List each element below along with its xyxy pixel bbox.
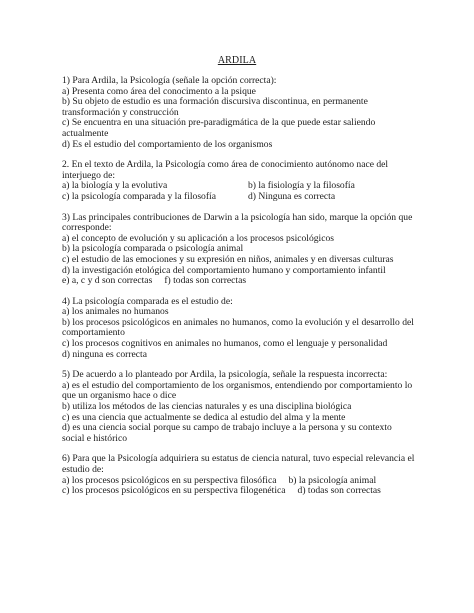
option-c-continued: actualmente bbox=[62, 127, 109, 139]
question-5 bbox=[62, 370, 424, 444]
question-stem: 4) La psicología comparada es el estudio de: bbox=[62, 295, 233, 307]
question-stem: 5) De acuerdo a lo planteado por Ardila, la psicología, señale la respuesta incorrecta: bbox=[62, 369, 388, 381]
option-b: b) Su objeto de estudio es una formación discursiva discontinua, en permanente bbox=[62, 96, 368, 108]
option-d: d) todas son correctas bbox=[297, 485, 381, 497]
option-row bbox=[62, 486, 424, 497]
option-d: d) Es el estudio del comportamiento de los organismos bbox=[62, 138, 273, 150]
option-b: b) la fisiología y la filosofía bbox=[248, 180, 355, 192]
option-c: c) los procesos psicológicos en su perspectiva filogenética bbox=[62, 485, 286, 497]
option-b-continued: comportamiento bbox=[62, 327, 125, 339]
question-3 bbox=[62, 213, 424, 287]
option-d: d) ninguna es correcta bbox=[62, 348, 147, 360]
question-stem-continued: estudio de: bbox=[62, 464, 104, 475]
option-b: b) la psicología animal bbox=[288, 474, 377, 486]
option-c: c) el estudio de las emociones y su expresión en niños, animales y en diversas culturas bbox=[62, 253, 394, 265]
question-stem: 2. En el texto de Ardila, la Psicología como área de conocimiento autónomo nace del bbox=[62, 159, 389, 171]
option-a: a) la biología y la evolutiva bbox=[62, 180, 168, 192]
option-d: d) Ninguna es correcta bbox=[248, 190, 336, 202]
document-body bbox=[62, 76, 424, 507]
option-b: b) utiliza los métodos de las ciencias naturales y es una disciplina biológica bbox=[62, 401, 352, 413]
question-stem: 6) Para que la Psicología adquiriera su estatus de ciencia natural, tuvo especial relevancia el bbox=[62, 453, 415, 465]
document-title: ARDILA bbox=[217, 55, 257, 66]
question-stem: 1) Para Ardila, la Psicología (señale la opción correcta): bbox=[62, 75, 277, 86]
option-e: e) a, c y d son correctas bbox=[62, 275, 153, 287]
option-row bbox=[62, 276, 424, 287]
question-1 bbox=[62, 76, 424, 150]
option-b-continued: transformación y construcción bbox=[62, 106, 179, 118]
option-c: c) los procesos cognitivos en animales no humanos, como el lenguaje y personalidad bbox=[62, 338, 388, 350]
option-d: d) la investigación etológica del comportamiento humano y comportamiento infantil bbox=[62, 264, 386, 276]
option-a: a) es el estudio del comportamiento de los organismos, entendiendo por comportamiento lo bbox=[62, 379, 413, 391]
option-c: c) Se encuentra en una situación pre-paradigmática de la que puede estar saliendo bbox=[62, 117, 376, 129]
option-a: a) Presenta como área del conocimento a la psique bbox=[62, 85, 256, 97]
option-a: a) los procesos psicológicos en su perspectiva filosófica bbox=[62, 474, 277, 486]
option-row bbox=[62, 192, 424, 203]
option-f: f) todas son correctas bbox=[164, 275, 247, 287]
question-stem: 3) Las principales contribuciones de Darwin a la psicología han sido, marque la opción que bbox=[62, 211, 413, 223]
question-2 bbox=[62, 160, 424, 202]
option-a: a) el concepto de evolución y su aplicación a los procesos psicológicos bbox=[62, 232, 335, 244]
question-4 bbox=[62, 297, 424, 361]
option-c: c) la psicología comparada y la filosofía bbox=[62, 190, 216, 202]
option-d-continued: social e histórico bbox=[62, 432, 128, 444]
option-c: c) es una ciencia que actualmente se dedica al estudio del alma y la mente bbox=[62, 411, 346, 423]
question-stem-continued: interjuego de: bbox=[62, 169, 116, 181]
option-a-continued: que un organismo hace o dice bbox=[62, 390, 177, 402]
question-stem-continued: corresponde: bbox=[62, 222, 112, 234]
option-a: a) los animales no humanos bbox=[62, 306, 169, 318]
option-d: d) es una ciencia social porque su campo de trabajo incluye a la persona y su contexto bbox=[62, 422, 392, 434]
option-b: b) la psicología comparada o psicología animal bbox=[62, 243, 244, 255]
question-6 bbox=[62, 454, 424, 496]
option-b: b) los procesos psicológicos en animales no humanos, como la evolución y el desarrollo del bbox=[62, 316, 414, 328]
